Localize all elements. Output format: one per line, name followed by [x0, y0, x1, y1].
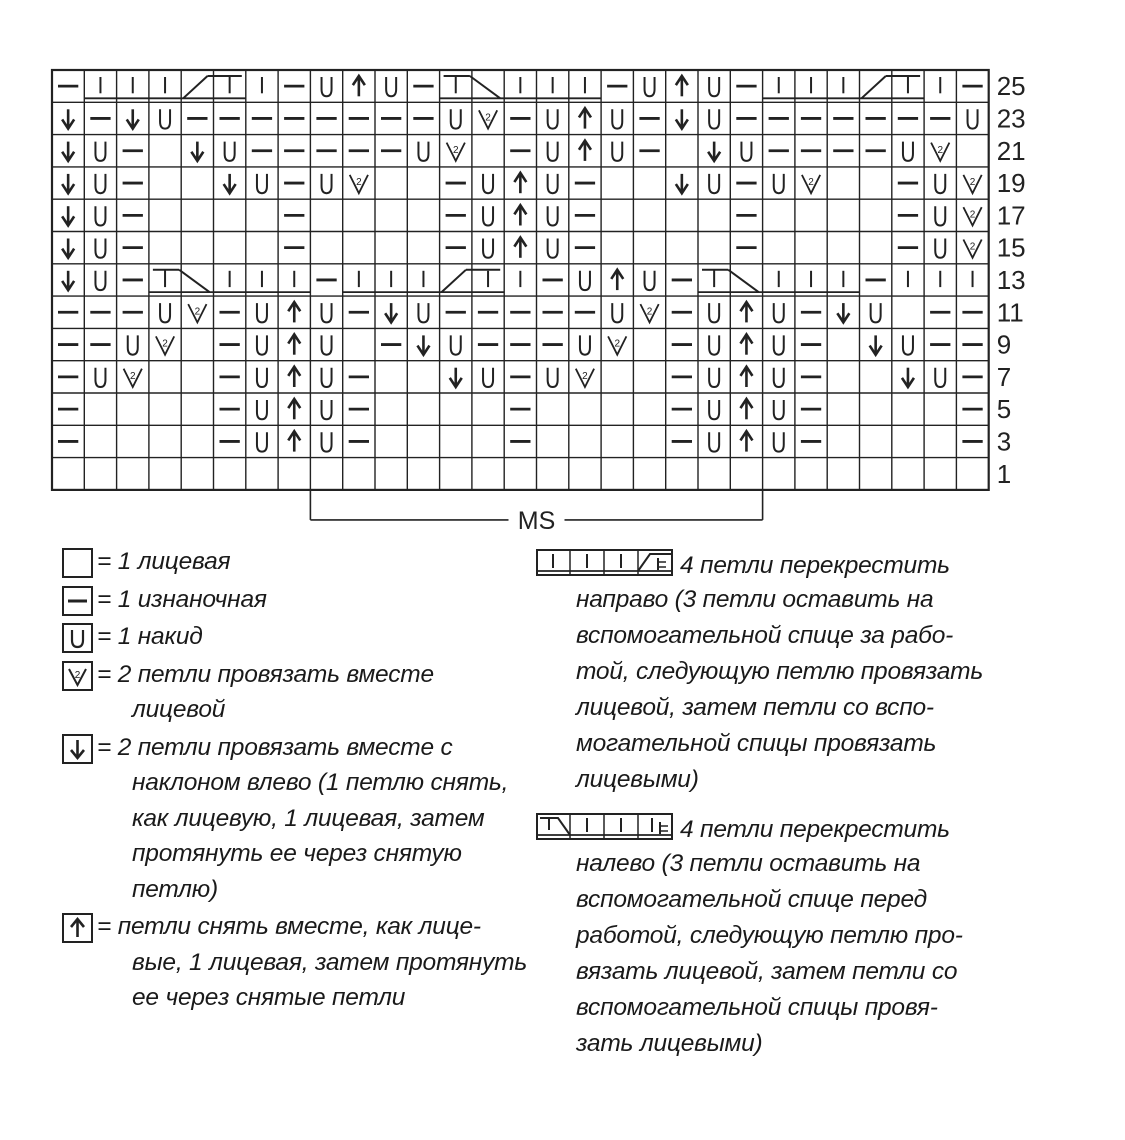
yarn-over-mark [935, 206, 945, 225]
k2tog-mark-num: 2 [582, 370, 588, 382]
cable-cross-left [470, 76, 500, 98]
knit-symbol-icon [62, 548, 93, 578]
yarn-over-mark [483, 206, 493, 225]
row-label: 17 [996, 200, 1026, 231]
yarn-over-mark [612, 109, 622, 128]
k2tog-mark-num: 2 [614, 338, 621, 350]
legend-cdd-line1: = петли снять вместе, как лице- [97, 913, 481, 940]
legend-cross-left [536, 812, 1036, 848]
k2tog-mark-num: 2 [194, 306, 201, 318]
yarn-over-mark [580, 271, 590, 290]
k2tog-symbol-icon [62, 661, 93, 691]
purl-symbol-icon [62, 586, 93, 616]
yarn-over-mark [871, 303, 881, 322]
k2tog-mark-num: 2 [485, 112, 491, 124]
yarn-over-mark [645, 77, 655, 96]
yarn-over-mark [95, 142, 105, 161]
yarn-over-mark [709, 109, 719, 128]
yarn-over-mark [709, 303, 719, 322]
yarn-over-mark [548, 142, 558, 161]
legend-cross-right-line2: направо (3 петли оставить на [576, 586, 934, 613]
yarn-over-mark [257, 174, 267, 193]
yarn-over-mark [483, 368, 493, 387]
k2tog-mark-num: 2 [969, 177, 976, 189]
legend-ssk-line4: протянуть ее через снятую петлю) [132, 840, 462, 903]
row-label: 5 [996, 394, 1012, 425]
yarn-over-mark [741, 142, 751, 161]
yarn-over-mark [225, 142, 235, 161]
yarn-over-mark [709, 174, 719, 193]
yarn-over-mark [935, 239, 945, 258]
yarn-over-mark [548, 368, 558, 387]
yarn-over-mark [483, 239, 493, 258]
yarn-over-mark [968, 109, 978, 128]
legend-cdd-line2: вые, 1 лицевая, затем протянуть [132, 948, 528, 976]
row-label: 9 [996, 329, 1012, 360]
legend-cross-right [536, 548, 1036, 584]
yarn-over-mark [709, 77, 719, 96]
yarn-over-mark [774, 432, 784, 451]
legend-k2tog-line1: = 2 петли провязать вместе [97, 660, 434, 688]
legend-ssk-line2: наклоном влево (1 петлю снять, [132, 769, 509, 796]
yarn-over-mark [451, 335, 461, 354]
k2tog-mark-num: 2 [969, 241, 976, 253]
yarn-over-mark [322, 368, 332, 387]
yarn-over-mark [709, 335, 719, 354]
legend-purl-text: = 1 изнаночная [97, 585, 267, 613]
legend-right [536, 548, 1036, 1062]
cross-right-symbol-icon [536, 548, 676, 578]
k2tog-mark-num: 2 [129, 370, 136, 382]
yarn-over-mark [257, 303, 267, 322]
yarn-over-mark [322, 400, 332, 419]
k2tog-mark-num: 2 [356, 177, 362, 189]
cable-cross-right [442, 270, 466, 292]
ssk-symbol-icon [62, 734, 93, 764]
cable-cross-right [183, 76, 207, 98]
cross-left-symbol-icon [536, 812, 676, 842]
legend-cross-left-line5: вязать лицевой, затем петли со [576, 958, 958, 985]
yarn-over-mark [322, 432, 332, 451]
legend-k2tog-line2: лицевой [132, 696, 226, 723]
yarn-over-mark [95, 239, 105, 258]
legend-cross-left-line2: налево (3 петли оставить на [576, 850, 921, 877]
yarn-over-mark [903, 335, 913, 354]
legend-purl [62, 586, 542, 618]
cable-cross-left [179, 270, 209, 292]
yarn-over-mark [451, 109, 461, 128]
legend-ssk-line3: как лицевую, 1 лицевая, затем [132, 804, 485, 832]
yarn-over-mark [774, 400, 784, 419]
legend-cross-right-line6: могательной спицы провязать [576, 730, 937, 757]
row-label: 3 [996, 426, 1012, 457]
cable-cross-left [728, 270, 758, 292]
yarn-over-mark [257, 368, 267, 387]
legend-cross-left-line6: вспомогательной спицы провя- [576, 994, 938, 1021]
yarn-over-mark [612, 303, 622, 322]
row-label: 21 [996, 135, 1026, 166]
yarn-over-mark [774, 174, 784, 193]
yarn-over-mark [160, 109, 170, 128]
legend-cross-left-line3: вспомогательной спице перед [576, 886, 927, 913]
legend-yarn-over-text: = 1 накид [97, 623, 203, 650]
row-label: 11 [996, 297, 1024, 328]
k2tog-mark-num: 2 [808, 177, 814, 189]
k2tog-mark-num: 2 [646, 306, 653, 318]
yarn-over-mark [160, 303, 170, 322]
yarn-over-mark [903, 142, 913, 161]
yarn-over-mark [645, 271, 655, 290]
legend-cross-right-line4: той, следующую петлю провязать [576, 658, 984, 685]
repeat-label: MS [517, 506, 556, 535]
yarn-over-mark [322, 335, 332, 354]
legend-k2tog [62, 661, 542, 728]
row-label: 15 [996, 232, 1026, 263]
yarn-over-mark [774, 303, 784, 322]
legend-ssk [62, 734, 542, 908]
yarn-over-mark [95, 271, 105, 290]
yarn-over-mark [257, 335, 267, 354]
yarn-over-mark [483, 174, 493, 193]
yarn-over-symbol-icon [62, 623, 93, 653]
row-labels [997, 71, 1026, 489]
yarn-over-mark [95, 368, 105, 387]
yarn-over-mark [95, 174, 105, 193]
yarn-over-mark [386, 77, 396, 96]
yarn-over-mark [322, 303, 332, 322]
row-label: 23 [996, 103, 1026, 134]
yarn-over-mark [709, 368, 719, 387]
row-label: 1 [996, 458, 1012, 489]
yarn-over-mark [548, 239, 558, 258]
yarn-over-mark [580, 335, 590, 354]
yarn-over-mark [95, 206, 105, 225]
yarn-over-mark [774, 368, 784, 387]
legend-ssk-line1: = 2 петли провязать вместе с [97, 733, 453, 761]
yarn-over-mark [709, 432, 719, 451]
k2tog-mark-num: 2 [452, 144, 459, 156]
row-label: 19 [996, 168, 1026, 199]
yarn-over-mark [257, 432, 267, 451]
yarn-over-mark [774, 335, 784, 354]
legend-cross-left-line7: зать лицевыми) [576, 1030, 763, 1057]
legend-cross-left-line1: 4 петли перекрестить [680, 816, 950, 843]
repeat-bracket [310, 490, 762, 535]
yarn-over-mark [418, 303, 428, 322]
yarn-over-mark [548, 206, 558, 225]
legend-cdd-line3: ее через снятые петли [132, 984, 406, 1011]
legend-cdd [62, 913, 542, 1016]
row-label: 7 [996, 361, 1012, 392]
knitting-chart [0, 0, 1125, 545]
k2tog-mark-num: 2 [162, 338, 168, 350]
legend-cross-right-line3: вспомогательной спице за рабо- [576, 622, 954, 649]
yarn-over-mark [322, 77, 332, 96]
yarn-over-mark [548, 109, 558, 128]
k2tog-mark-num: 2 [969, 209, 976, 221]
yarn-over-mark [257, 400, 267, 419]
yarn-over-mark [935, 368, 945, 387]
yarn-over-mark [418, 142, 428, 161]
yarn-over-mark [322, 174, 332, 193]
legend-cross-left-line4: работой, следующую петлю про- [576, 922, 963, 949]
legend-knit [62, 548, 542, 580]
legend-cross-right-line1: 4 петли перекрестить [680, 552, 950, 579]
cable-cross-right [862, 76, 886, 98]
row-label: 13 [996, 264, 1026, 295]
legend-left [62, 548, 542, 1022]
yarn-over-mark [548, 174, 558, 193]
legend-yarn-over [62, 623, 542, 655]
yarn-over-mark [612, 142, 622, 161]
yarn-over-mark [128, 335, 138, 354]
cdd-symbol-icon [62, 913, 93, 943]
row-label: 25 [996, 71, 1026, 102]
yarn-over-mark [935, 174, 945, 193]
legend-cross-right-line5: лицевой, затем петли со вспо- [576, 694, 934, 721]
k2tog-mark-num: 2 [937, 144, 944, 156]
svg-text:2: 2 [74, 669, 81, 681]
yarn-over-mark [709, 400, 719, 419]
legend-cross-right-line7: лицевыми) [576, 766, 699, 793]
legend-knit-text: = 1 лицевая [97, 548, 231, 575]
